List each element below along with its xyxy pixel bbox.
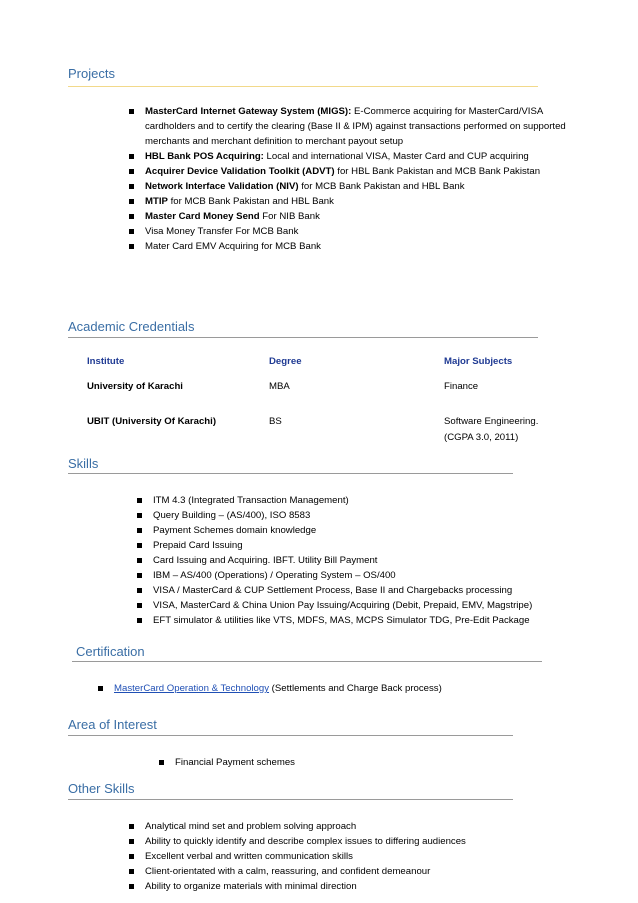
project-desc: E-Commerce acquiring for MasterCard/VISA cardholders and to certify the clearing (Base II & IPM) against transactions performed on supported merchants and merchant definition to merchant payout setup <box>145 106 566 147</box>
project-name: HBL Bank POS Acquiring: <box>145 151 264 162</box>
project-desc: For NIB Bank <box>259 211 320 222</box>
skill-text: ITM 4.3 (Integrated Transaction Management) <box>153 495 349 506</box>
bullet-icon <box>129 854 134 859</box>
bullet-icon <box>129 184 134 189</box>
list-item <box>135 523 605 538</box>
project-desc: for MCB Bank Pakistan and HBL Bank <box>167 196 334 207</box>
certification-rule <box>72 661 542 662</box>
projects-rule <box>68 86 538 87</box>
list-item <box>127 149 582 164</box>
list-item <box>127 164 582 179</box>
bullet-icon <box>98 686 103 691</box>
list-item <box>127 864 597 879</box>
bullet-icon <box>129 154 134 159</box>
list-item <box>157 755 557 770</box>
list-item <box>135 613 605 628</box>
other-skills-list <box>127 819 597 894</box>
project-name: MasterCard Internet Gateway System (MIGS): <box>145 106 352 117</box>
other-skill-text: Analytical mind set and problem solving approach <box>145 821 357 832</box>
other-skills-title: Other Skills <box>68 781 135 796</box>
list-item <box>135 508 605 523</box>
list-item <box>135 583 605 598</box>
bullet-icon <box>137 528 142 533</box>
list-item <box>135 538 605 553</box>
bullet-icon <box>137 543 142 548</box>
bullet-icon <box>129 244 134 249</box>
skill-text: VISA, MasterCard & China Union Pay Issuing/Acquiring (Debit, Prepaid, EMV, Magstripe) <box>153 600 533 611</box>
bullet-icon <box>137 573 142 578</box>
row-institute: University of Karachi <box>87 381 183 392</box>
skills-title: Skills <box>68 456 99 471</box>
bullet-icon <box>129 214 134 219</box>
project-desc: for HBL Bank Pakistan and MCB Bank Pakistan <box>334 166 541 177</box>
skill-text: IBM – AS/400 (Operations) / Operating System – OS/400 <box>153 570 396 581</box>
skill-text: Query Building – (AS/400), ISO 8583 <box>153 510 311 521</box>
project-name: Acquirer Device Validation Toolkit (ADVT) <box>145 166 335 177</box>
row-subjects: Finance <box>444 381 479 392</box>
project-name: Master Card Money Send <box>145 211 260 222</box>
project-desc: Visa Money Transfer For MCB Bank <box>145 226 299 237</box>
header-institute: Institute <box>87 356 125 367</box>
skill-text: Prepaid Card Issuing <box>153 540 243 551</box>
bullet-icon <box>137 498 142 503</box>
row-subjects: Software Engineering. <box>444 416 539 427</box>
list-item <box>135 493 605 508</box>
other-skill-text: Ability to quickly identify and describe complex issues to differing audiences <box>145 836 466 847</box>
list-item <box>135 568 605 583</box>
header-subjects: Major Subjects <box>444 356 513 367</box>
interest-list <box>157 755 557 770</box>
other-skill-text: Excellent verbal and written communication skills <box>145 851 353 862</box>
list-item <box>127 104 582 149</box>
bullet-icon <box>129 109 134 114</box>
projects-list <box>127 104 582 254</box>
skill-text: VISA / MasterCard & CUP Settlement Process, Base II and Chargebacks processing <box>153 585 513 596</box>
bullet-icon <box>129 229 134 234</box>
skill-text: EFT simulator & utilities like VTS, MDFS, MAS, MCPS Simulator TDG, Pre-Edit Package <box>153 615 530 626</box>
row-gpa: (CGPA 3.0, 2011) <box>444 432 519 443</box>
list-item <box>127 179 582 194</box>
bullet-icon <box>159 760 164 765</box>
projects-title: Projects <box>68 66 115 81</box>
header-degree: Degree <box>269 356 302 367</box>
other-skill-text: Ability to organize materials with minimal direction <box>145 881 357 892</box>
interest-title: Area of Interest <box>68 717 157 732</box>
bullet-icon <box>129 199 134 204</box>
bullet-icon <box>129 884 134 889</box>
academic-title: Academic Credentials <box>68 319 195 334</box>
certification-title: Certification <box>76 644 145 659</box>
bullet-icon <box>137 513 142 518</box>
certification-link[interactable]: MasterCard Operation & Technology <box>114 683 270 694</box>
bullet-icon <box>129 839 134 844</box>
project-desc: for MCB Bank Pakistan and HBL Bank <box>298 181 465 192</box>
list-item <box>135 553 605 568</box>
project-name: Network Interface Validation (NIV) <box>145 181 299 192</box>
skills-list <box>135 493 605 628</box>
skill-text: Payment Schemes domain knowledge <box>153 525 317 536</box>
bullet-icon <box>129 824 134 829</box>
list-item <box>127 879 597 894</box>
bullet-icon <box>129 869 134 874</box>
list-item <box>127 819 597 834</box>
skills-rule <box>68 473 513 474</box>
list-item <box>96 681 576 696</box>
list-item <box>127 834 597 849</box>
row-degree: MBA <box>269 381 290 392</box>
list-item <box>135 598 605 613</box>
project-name: MTIP <box>145 196 168 207</box>
other-skill-text: Client-orientated with a calm, reassuring, and confident demeanour <box>145 866 431 877</box>
certification-desc: (Settlements and Charge Back process) <box>269 683 442 694</box>
skill-text: Card Issuing and Acquiring. IBFT. Utility Bill Payment <box>153 555 378 566</box>
row-institute: UBIT (University Of Karachi) <box>87 416 217 427</box>
interest-rule <box>68 735 513 736</box>
list-item <box>127 239 582 254</box>
list-item <box>127 194 582 209</box>
academic-rule <box>68 337 538 338</box>
bullet-icon <box>137 603 142 608</box>
row-degree: BS <box>269 416 282 427</box>
bullet-icon <box>137 618 142 623</box>
list-item <box>127 224 582 239</box>
bullet-icon <box>137 588 142 593</box>
bullet-icon <box>129 169 134 174</box>
interest-text: Financial Payment schemes <box>175 757 295 768</box>
list-item <box>127 209 582 224</box>
bullet-icon <box>137 558 142 563</box>
certification-list <box>96 681 576 696</box>
other-skills-rule <box>68 799 513 800</box>
project-desc: Mater Card EMV Acquiring for MCB Bank <box>145 241 321 252</box>
project-desc: Local and international VISA, Master Card and CUP acquiring <box>263 151 529 162</box>
list-item <box>127 849 597 864</box>
